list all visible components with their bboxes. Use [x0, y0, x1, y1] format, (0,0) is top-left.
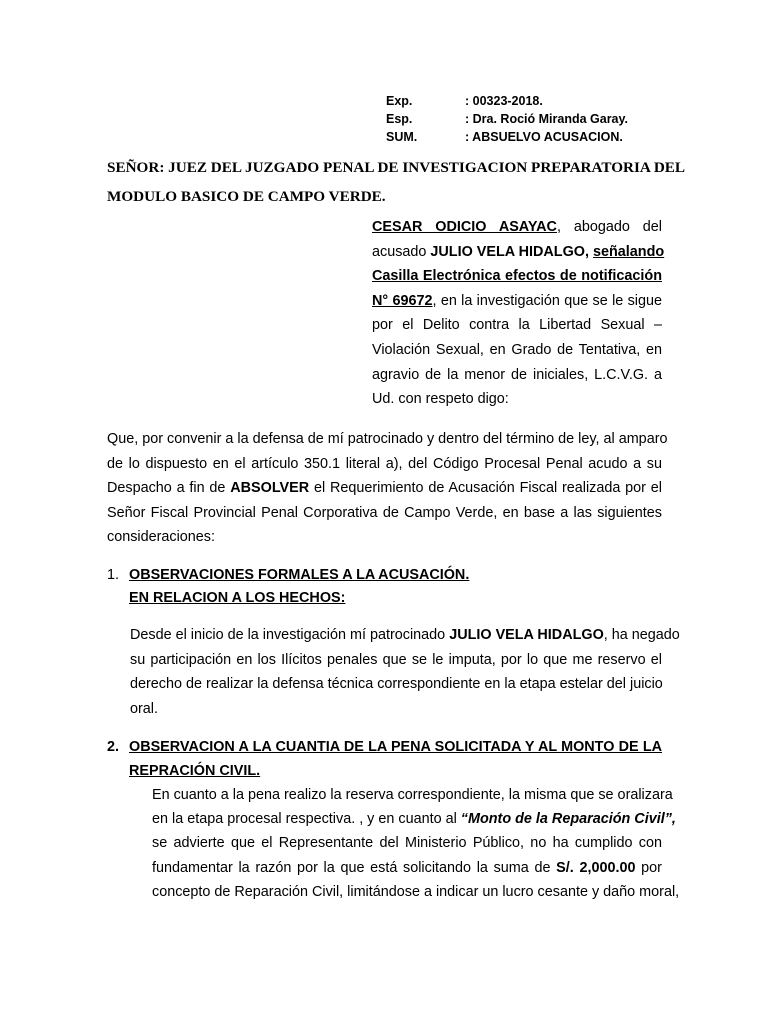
body-line: oral. [130, 701, 158, 718]
body-line: se advierte que el Representante del Ministerio Público, no ha cumplido con [152, 835, 662, 852]
body-line [107, 476, 662, 501]
section-subtitle: EN RELACION A LOS HECHOS: [129, 590, 346, 606]
sum-label: SUM. [386, 130, 418, 144]
body-line: En cuanto a la pena realizo la reserva correspondiente, la misma que se oralizara [152, 787, 673, 803]
casilla-text: Casilla Electrónica efectos de notificación [372, 268, 662, 285]
intro-line: Ud. con respeto digo: [372, 391, 509, 408]
body-line: Señor Fiscal Provincial Penal Corporativa de Campo Verde, en base a las siguientes [107, 504, 662, 521]
body-line: su participación en los Ilícitos penales que se le imputa, por lo que me reservo el [130, 651, 662, 668]
addressee-line-2: MODULO BASICO DE CAMPO VERDE. [107, 188, 386, 205]
intro-text: , en la investigación que se le sigue [432, 292, 662, 309]
body-line [152, 807, 676, 831]
body-line: derecho de realizar la defensa técnica correspondiente en la etapa estelar del juicio [130, 676, 663, 693]
intro-line [372, 215, 662, 240]
section-number: 2. [107, 739, 120, 755]
esp-row [386, 110, 628, 128]
section-title: OBSERVACIONES FORMALES A LA ACUSACIÓN. [129, 567, 470, 583]
body-line: concepto de Reparación Civil, limitándose a indicar un lucro cesante y daño moral, [152, 883, 680, 900]
lawyer-name: CESAR ODICIO ASAYAC [372, 219, 557, 235]
addressee-line-1: SEÑOR: JUEZ DEL JUZGADO PENAL DE INVESTIGACION PREPARATORIA DEL [107, 159, 686, 176]
sum-value: : ABSUELVO ACUSACION. [465, 130, 623, 144]
esp-value: : Dra. Roció Miranda Garay. [465, 112, 629, 126]
esp-label: Esp. [386, 112, 413, 126]
intro-paragraph [372, 215, 665, 412]
section-1-paragraph [130, 623, 680, 722]
intro-line [372, 289, 662, 314]
body-text: Despacho a fin de [107, 480, 231, 496]
intro-text: acusado [372, 243, 431, 260]
body-line [152, 856, 662, 880]
section-2-paragraph [152, 783, 680, 904]
body-text: por [635, 859, 662, 876]
casilla-text: señalando [592, 243, 665, 260]
accused-name: JULIO VELA HIDALGO [449, 627, 604, 643]
body-line [130, 623, 680, 648]
exp-row [386, 92, 628, 110]
section-title-continued: REPRACIÓN CIVIL. [129, 763, 261, 779]
intro-line: agravio de la menor de iniciales, L.C.V.G. a [372, 366, 662, 383]
addressee [107, 153, 686, 211]
exp-value: : 00323-2018. [465, 94, 543, 108]
body-text: Desde el inicio de la investigación mí patrocinado [130, 627, 450, 643]
casilla-number: N° 69672 [372, 292, 433, 309]
body-line: de lo dispuesto en el artículo 350.1 literal a), del Código Procesal Penal acudo a su [107, 455, 662, 472]
body-line: consideraciones: [107, 529, 215, 545]
sum-row [386, 128, 628, 146]
case-header [386, 92, 628, 146]
body-text: el Requerimiento de Acusación Fiscal realizada por el [309, 480, 662, 496]
section-number: 1. [107, 567, 120, 583]
absolver-word: ABSOLVER [230, 480, 310, 496]
body-text: , ha negado [603, 627, 680, 643]
exp-label: Exp. [386, 94, 413, 108]
body-text: en la etapa procesal respectiva. , y en cuanto al [152, 811, 461, 828]
amount: S/. 2,000.00 [556, 859, 636, 876]
section-title: OBSERVACION A LA CUANTIA DE LA PENA SOLICITADA Y AL MONTO DE LA [129, 739, 662, 755]
body-paragraph [107, 427, 668, 550]
accused-name: JULIO VELA HIDALGO, [430, 243, 593, 260]
intro-line: por el Delito contra la Libertad Sexual – [372, 317, 662, 334]
intro-line: Violación Sexual, en Grado de Tentativa, en [372, 341, 662, 358]
reparacion-civil-quote: “Monto de la Reparación Civil”, [460, 811, 676, 828]
body-text: fundamentar la razón por la que está solicitando la suma de [152, 859, 557, 876]
body-line: Que, por convenir a la defensa de mí patrocinado y dentro del término de ley, al amparo [107, 431, 668, 447]
intro-line [372, 240, 665, 265]
intro-text: , abogado del [556, 219, 662, 235]
